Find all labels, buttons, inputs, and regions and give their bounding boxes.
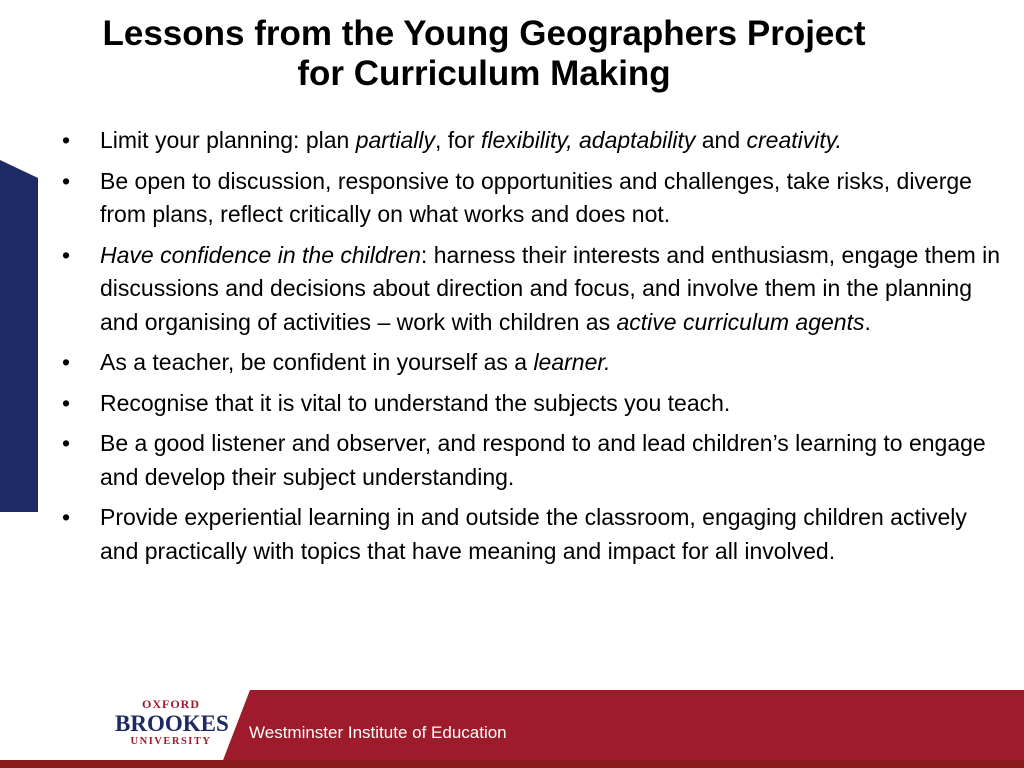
bullet-list: [60, 124, 1010, 575]
slide-title: [0, 14, 968, 94]
bullet-text: : harness their interests and enthusiasm, engage them in discussions and decisions about direction and focus, and involve them in the planning and organising of activities – work with children as: [100, 241, 1001, 335]
bullet-text: and: [695, 127, 747, 153]
bullet-text-italic: Have confidence in the children: [100, 241, 421, 268]
bullet-text: As a teacher, be confident in yourself as a: [100, 349, 534, 375]
left-accent-bar: [0, 160, 38, 512]
bullet-item: [60, 501, 1010, 568]
title-line-1: Lessons from the Young Geographers Project: [102, 14, 866, 53]
logo-brookes-text: BROOKES: [115, 711, 229, 736]
bullet-item: [60, 387, 1010, 421]
oxford-brookes-logo: [115, 697, 227, 747]
bullet-item: [60, 165, 1010, 232]
footer-stripe: [0, 760, 1024, 768]
bullet-text-italic: partially: [355, 127, 435, 153]
bullet-text: Provide experiential learning in and outside the classroom, engaging children actively and practically with topics that have meaning and impact for all involved.: [100, 504, 967, 564]
logo-oxford-text: OXFORD: [142, 697, 200, 711]
bullet-text: .: [864, 308, 871, 335]
bullet-text: Be a good listener and observer, and respond to and lead children’s learning to engage and develop their subject understanding.: [100, 430, 986, 490]
bullet-item: [60, 124, 1010, 158]
bullet-text-italic: active curriculum agents: [616, 308, 865, 335]
bullet-item: [60, 427, 1010, 494]
bullet-text: , for: [434, 127, 481, 153]
institute-name: Westminster Institute of Education: [249, 723, 507, 742]
bullet-text-italic: learner.: [533, 349, 611, 375]
bullet-text: Be open to discussion, responsive to opportunities and challenges, take risks, diverge from plans, reflect critically on what works and does not.: [100, 167, 972, 227]
bullet-text-italic: creativity.: [746, 127, 842, 153]
bullet-item: [60, 239, 1010, 340]
logo-university-text: UNIVERSITY: [130, 736, 212, 747]
bullet-text: Recognise that it is vital to understand the subjects you teach.: [100, 389, 731, 416]
bullet-text: Limit your planning: plan: [100, 127, 356, 153]
title-line-2: for Curriculum Making: [297, 54, 671, 93]
bullet-item: [60, 346, 1010, 380]
bullet-text-italic: flexibility, adaptability: [481, 127, 696, 153]
